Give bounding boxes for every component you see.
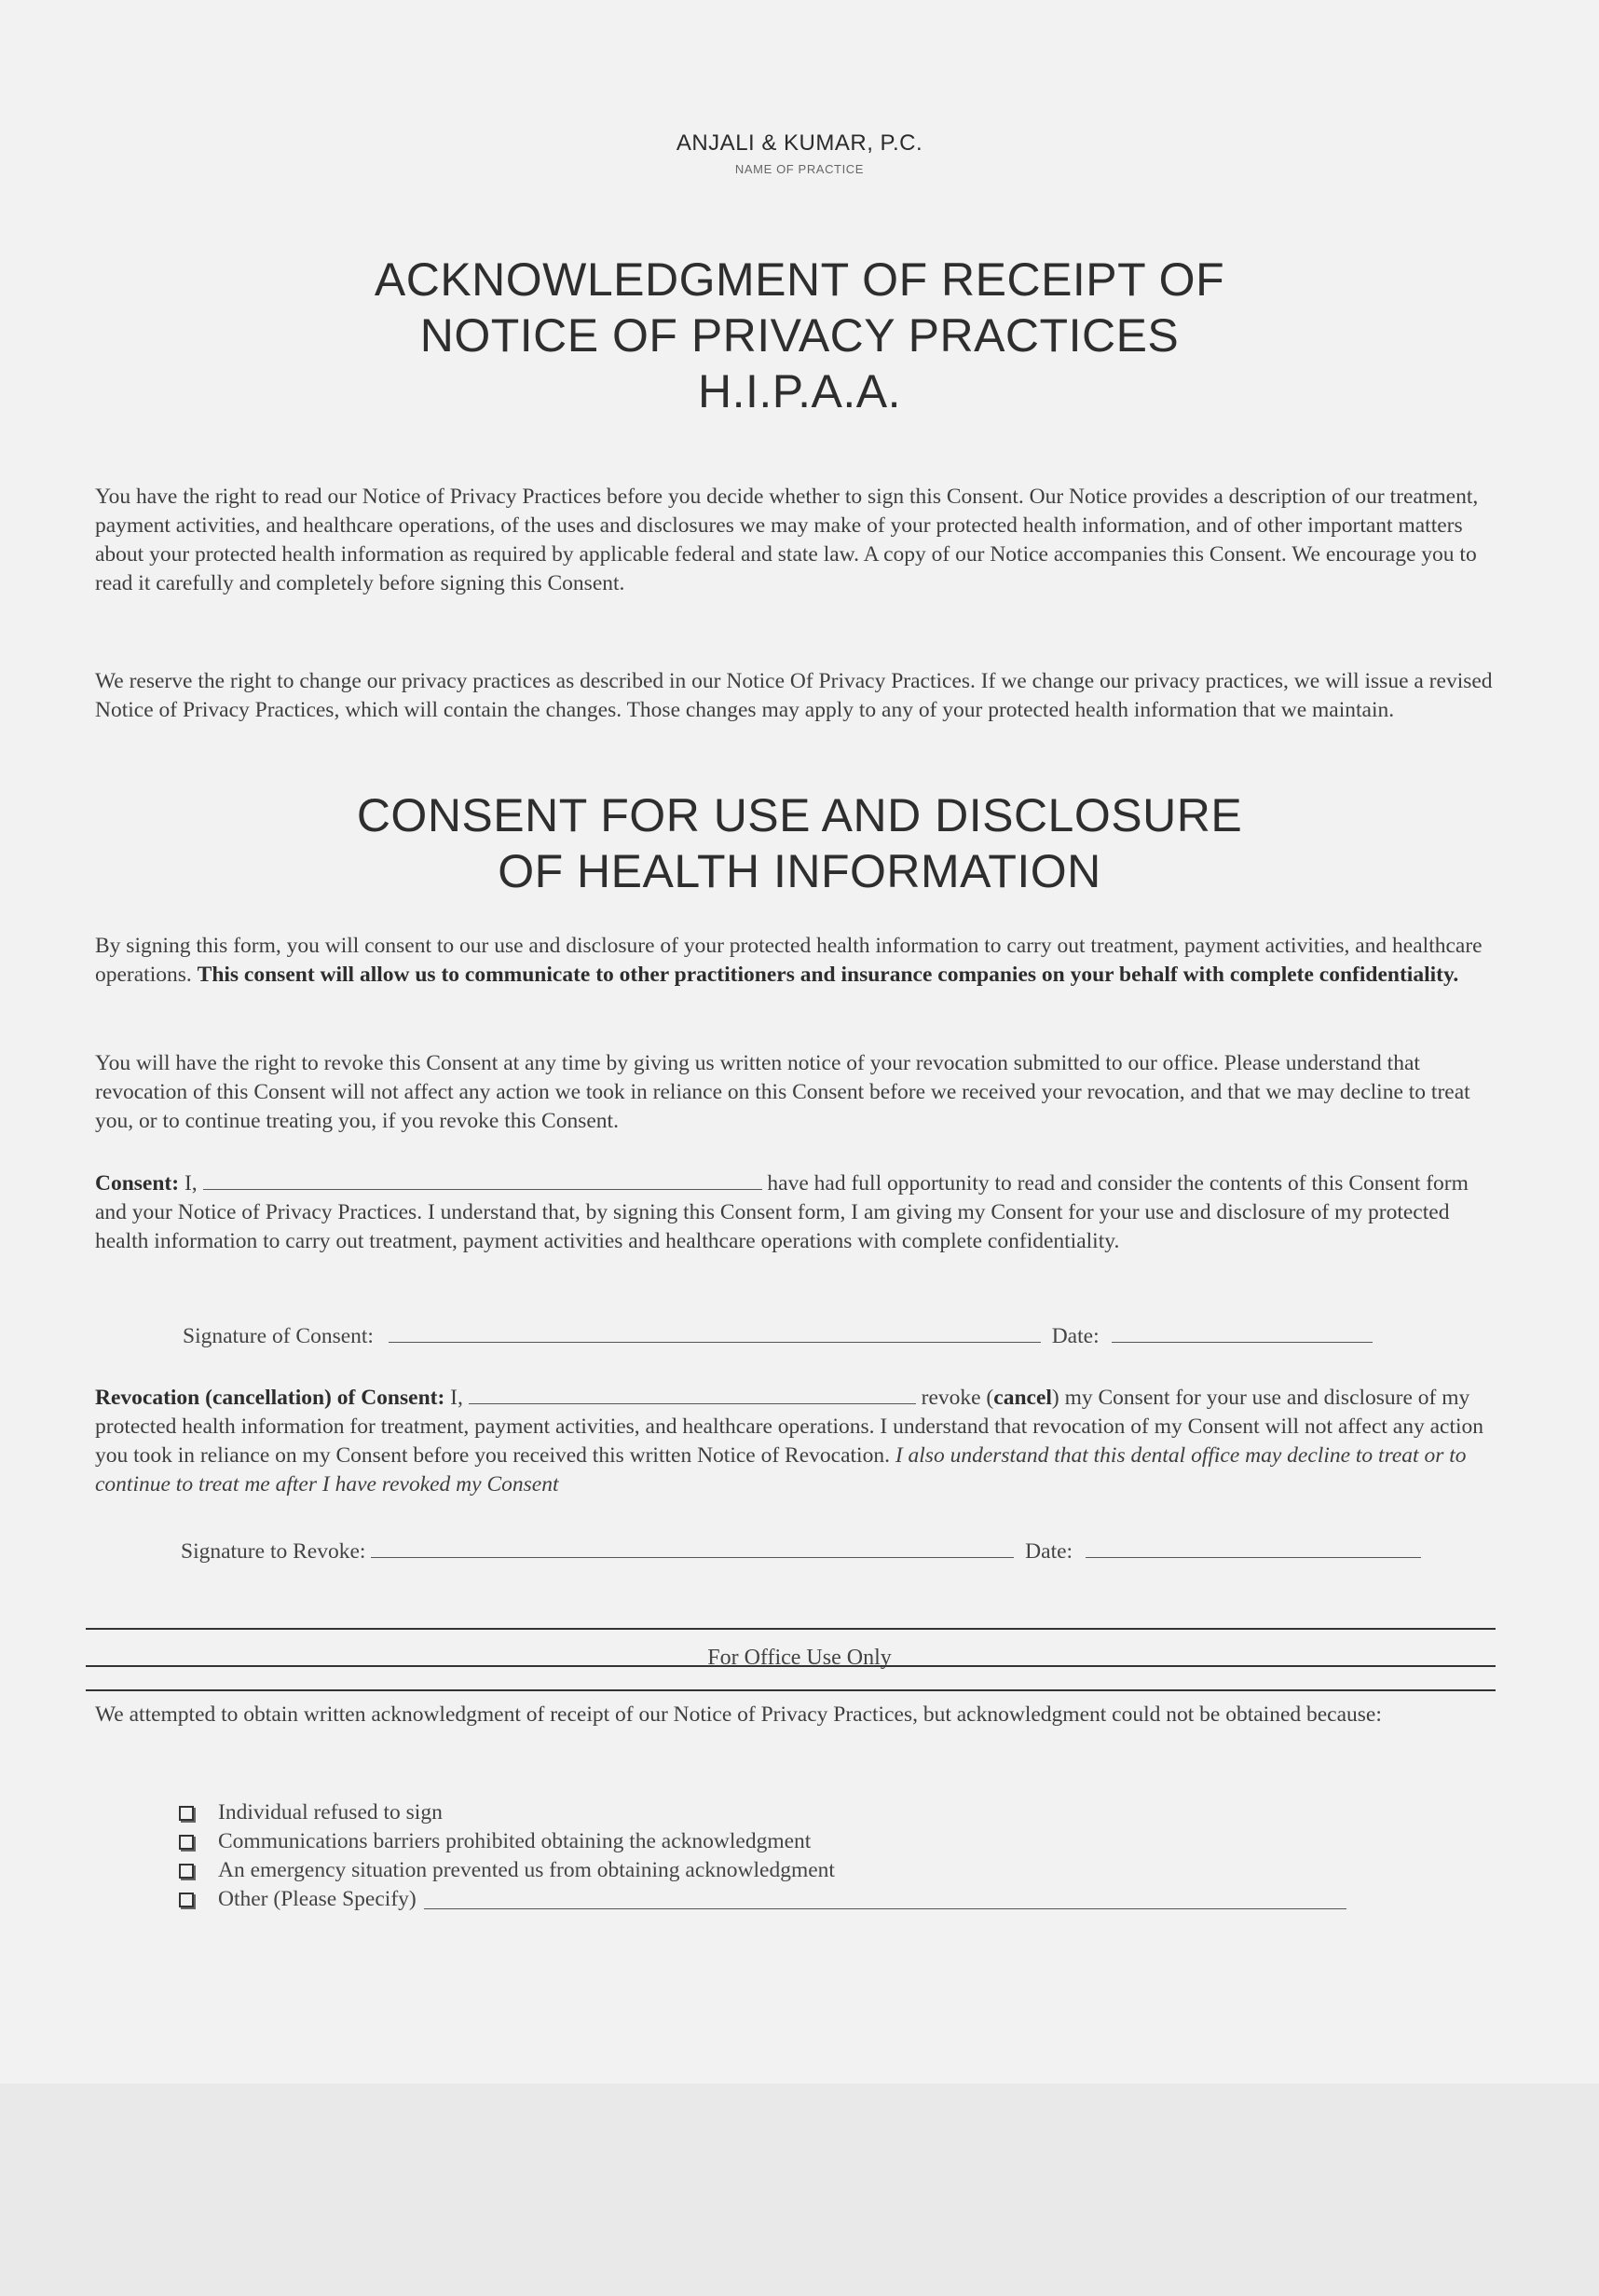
signing-consent-text: By signing this form, you will consent to our use and disclosure of your protected health information to carry out treatment, payment activities, and healthcare operations. — [95, 934, 1483, 987]
checklist-item[interactable] — [179, 1827, 1346, 1856]
consent-signature-row — [183, 1324, 1373, 1349]
office-use-header: For Office Use Only — [707, 1646, 892, 1670]
consent-title-line2: OF HEALTH INFORMATION — [498, 845, 1101, 897]
other-specify-field[interactable] — [424, 1891, 1346, 1909]
checklist-item-label: Communications barriers prohibited obtaining the acknowledgment — [218, 1829, 812, 1853]
checklist-item[interactable] — [179, 1798, 1346, 1827]
revocation-cancel-word: cancel — [993, 1386, 1052, 1410]
acknowledgment-checklist — [179, 1798, 1346, 1914]
checkbox[interactable] — [179, 1835, 194, 1850]
revocation-revoke-pre: revoke ( — [921, 1386, 994, 1410]
checklist-item[interactable] — [179, 1885, 1346, 1914]
revocation-italic-statement: I also understand that this dental office may decline to treat or to continue to treat me after I have revoked my Consent — [95, 1443, 1467, 1496]
acknowledgment-title-line2: NOTICE OF PRIVACY PRACTICES — [419, 309, 1180, 362]
acknowledgment-title-line1: ACKNOWLEDGMENT OF RECEIPT OF — [374, 253, 1225, 306]
consent-title — [0, 787, 1599, 899]
checklist-item-label: Other (Please Specify) — [218, 1887, 417, 1911]
practice-name: ANJALI & KUMAR, P.C. — [676, 130, 923, 156]
right-to-read-paragraph: You have the right to read our Notice of Privacy Practices before you decide whether to sign this Consent. Our Notice provides a description of our treatment, payment activities, and healthcare operations, of the uses and disclosures we may make of your protected health information, and of other important matters about your protected health information as required by applicable federal and state law. A copy of our Notice accompanies this Consent. We encourage you to read it carefully and completely before signing this Consent. — [95, 485, 1479, 595]
revocation-date-label: Date: — [1025, 1539, 1073, 1564]
consent-label: Consent: — [95, 1171, 180, 1196]
office-statement: We attempted to obtain written acknowledgment of receipt of our Notice of Privacy Practices, but acknowledgment could not be obtained because: — [95, 1702, 1382, 1727]
consent-signature-field[interactable] — [389, 1324, 1041, 1343]
revocation-signature-field[interactable] — [371, 1539, 1014, 1558]
consent-title-line1: CONSENT FOR USE AND DISCLOSURE — [356, 789, 1243, 841]
consent-paragraph — [95, 1169, 1493, 1256]
office-divider-top — [86, 1628, 1496, 1630]
acknowledgment-title-line3: H.I.P.A.A. — [697, 365, 902, 417]
revocation-label: Revocation (cancellation) of Consent: — [95, 1386, 445, 1410]
revocation-i-text: I, — [450, 1386, 463, 1410]
revoke-right-paragraph: You will have the right to revoke this Consent at any time by giving us written notice of your revocation submitted to our office. Please understand that revocation of this Consent will not affect any action we took in reliance on this Consent before we received your revocation, and that we may decline to treat you, or to continue treating you, if you revoke this Consent. — [95, 1051, 1470, 1133]
checklist-item-label: Individual refused to sign — [218, 1800, 443, 1824]
revocation-paragraph — [95, 1384, 1493, 1499]
office-divider-middle — [86, 1665, 1496, 1667]
revocation-signature-label: Signature to Revoke: — [181, 1539, 366, 1564]
office-divider-bottom — [86, 1689, 1496, 1691]
revocation-date-field[interactable] — [1086, 1539, 1421, 1558]
consent-signature-label: Signature of Consent: — [183, 1324, 374, 1348]
practice-name-caption: NAME OF PRACTICE — [734, 162, 865, 176]
signing-consent-paragraph — [95, 932, 1493, 990]
checkbox[interactable] — [179, 1864, 194, 1879]
revocation-body-text: ) my Consent for your use and disclosure of my protected health information for treatment, payment activities, and healthcare operations. I understand that revocation of my Consent will not affect any action you took in reliance on my Consent before you received this written Notice of Revocation. — [95, 1386, 1484, 1468]
consent-date-label: Date: — [1051, 1324, 1100, 1348]
consent-date-field[interactable] — [1112, 1324, 1373, 1343]
checklist-item[interactable] — [179, 1856, 1346, 1885]
acknowledgment-title — [0, 252, 1599, 419]
checklist-item-label: An emergency situation prevented us from obtaining acknowledgment — [218, 1858, 835, 1882]
checkbox[interactable] — [179, 1806, 194, 1821]
consent-body-text: have had full opportunity to read and consider the contents of this Consent form and your Notice of Privacy Practices. I understand that, by signing this Consent form, I am giving my Consent for your use and disclosure of my protected health information to carry out treatment, payment activities and healthcare operations with complete confidentiality. — [95, 1171, 1469, 1253]
change-practices-paragraph: We reserve the right to change our privacy practices as described in our Notice Of Privacy Practices. If we change our privacy practices, we will issue a revised Notice of Privacy Practices, which will contain the changes. Those changes may apply to any of your protected health information that we maintain. — [95, 669, 1493, 722]
revocation-signature-row — [181, 1539, 1421, 1565]
revocation-name-field[interactable] — [469, 1386, 916, 1404]
checkbox[interactable] — [179, 1893, 194, 1907]
consent-i-text: I, — [184, 1171, 198, 1196]
consent-name-field[interactable] — [203, 1171, 762, 1190]
confidentiality-statement: This consent will allow us to communicate to other practitioners and insurance companies on your behalf with complete confidentiality. — [197, 963, 1459, 987]
